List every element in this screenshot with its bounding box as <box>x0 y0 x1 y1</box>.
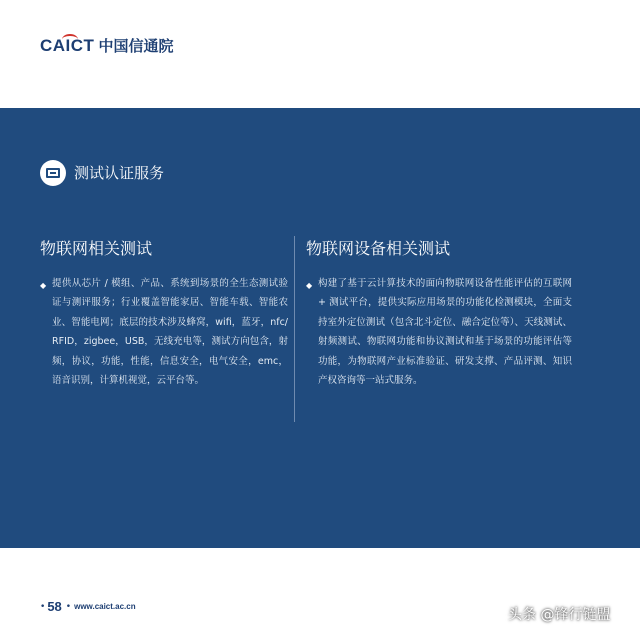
website-link[interactable]: www.caict.ac.cn <box>74 602 136 611</box>
page-footer <box>40 599 136 614</box>
caict-logo <box>40 36 173 56</box>
column-title: 物联网相关测试 <box>40 239 153 258</box>
diamond-bullet-icon: ◆ <box>40 281 47 290</box>
diamond-bullet-icon: ◆ <box>306 281 313 290</box>
column-text: 提供从芯片 / 模组、产品、系统到场景的全生态测试验证与测评服务；行业覆盖智能家居、智能车载、智能农业、智能电网；底层的技术涉及蜂窝，wifi，蓝牙，nfc/RFID，zigbee，USB，无线充电等，测试方向包含，射频，协议，功能，性能，信息安全，电气安全，emc，语音识别，计算机视觉，云平台等。 <box>52 278 288 387</box>
watermark: 头条 @锋行链盟 <box>508 607 611 623</box>
footer-dot: • <box>65 601 72 612</box>
section-title: 测试认证服务 <box>74 164 165 182</box>
column-text: 构建了基于云计算技术的面向物联网设备性能评估的互联网 + 测试平台，提供实际应用场景的功能化检测模块，全面支持室外定位测试（包含北斗定位、融合定位等）、天线测试、射频测试、物联网功能和协议测试和基于场景的功能评估等功能，为物联网产业标准验证、研发支撑、产品评测、知识产权咨询等一站式服务。 <box>318 278 572 387</box>
section-header <box>40 160 164 186</box>
column-iot-device-testing <box>306 238 576 387</box>
logo-mark: CAICT <box>40 36 95 55</box>
page-number: 58 <box>47 599 62 614</box>
test-screen-icon <box>40 160 66 186</box>
column-title: 物联网设备相关测试 <box>306 239 451 258</box>
column-iot-testing <box>40 238 288 387</box>
logo-swoosh-icon <box>62 34 78 45</box>
footer-dot: • <box>40 601 46 612</box>
column-divider <box>294 236 295 422</box>
logo-chinese-name: 中国信通院 <box>98 37 174 55</box>
